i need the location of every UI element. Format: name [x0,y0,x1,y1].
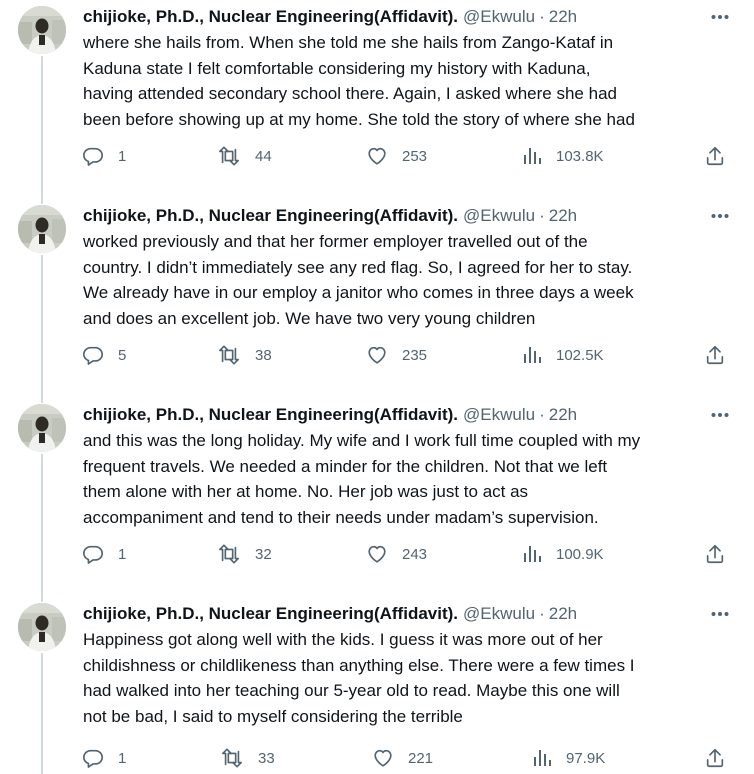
avatar[interactable] [18,404,66,452]
share-icon [704,145,726,167]
reply-button[interactable] [82,144,126,168]
tweet-text-line: and does an excellent job. We have two very young children [83,308,536,328]
thread-connector [41,199,43,204]
retweet-icon [217,145,241,167]
like-count: 221 [408,749,434,767]
share-button[interactable] [704,542,726,566]
like-button[interactable] [372,746,433,770]
tweet-text [83,229,743,331]
tweet-text-line: them alone with her at home. No. Her job was just to act as [83,482,529,501]
reply-icon [82,145,104,167]
retweet-button[interactable] [217,343,272,367]
action-bar [0,746,754,770]
like-icon [372,747,394,769]
tweet[interactable] [0,398,754,597]
retweet-icon [220,747,244,769]
retweet-button[interactable] [217,542,272,566]
author-handle[interactable]: @Ekwulu [463,206,536,225]
views-icon [522,544,542,564]
author-name[interactable]: chijioke, Ph.D., Nuclear Engineering(Affidavit). [83,7,459,26]
like-count: 253 [402,147,428,165]
author-name[interactable]: chijioke, Ph.D., Nuclear Engineering(Affidavit). [83,206,459,225]
like-button[interactable] [366,343,427,367]
retweet-icon [217,543,241,565]
views-button[interactable] [532,746,605,770]
like-icon [366,344,388,366]
tweet-text-line: not be bad, I said to myself considering the terrible [83,706,463,726]
tweet-text-line: having attended secondary school there. Again, I asked where she had [83,84,617,103]
thread-connector [41,255,43,398]
like-icon [366,543,388,565]
views-button[interactable] [522,343,604,367]
share-button[interactable] [704,746,726,770]
reply-icon [82,747,104,769]
retweet-count: 38 [255,346,272,364]
timestamp[interactable]: 22h [548,604,578,623]
tweet[interactable] [0,597,754,774]
tweet-text-line: worked previously and that her former employer travelled out of the [83,232,588,251]
share-icon [704,543,726,565]
views-count: 103.8K [556,147,604,165]
avatar[interactable] [18,205,66,253]
share-icon [704,344,726,366]
like-icon [366,145,388,167]
more-icon[interactable] [708,8,732,26]
share-icon [704,747,726,769]
tweet-text-line: Kaduna state I felt comfortable considering my history with Kaduna, [83,58,591,78]
timestamp[interactable]: 22h [548,7,578,26]
views-icon [532,748,552,768]
tweet-text [83,428,743,530]
tweet-text-line: Happiness got along well with the kids. I guess it was more out of her [83,630,603,649]
avatar[interactable] [18,603,66,651]
action-bar [0,343,754,367]
tweet-header [83,403,577,427]
reply-count: 5 [118,346,127,364]
thread-connector [41,56,43,199]
reply-count: 1 [118,147,127,165]
like-count: 235 [402,346,428,364]
like-button[interactable] [366,542,427,566]
retweet-icon [217,344,241,366]
thread-connector [41,454,43,597]
views-icon [522,146,542,166]
tweet-text-line: frequent travels. We needed a minder for the children. Not that we left [83,456,608,476]
retweet-button[interactable] [220,746,275,770]
views-count: 100.9K [556,545,604,563]
tweet-text-line: accompaniment and tend to their needs under madam’s supervision. [83,507,599,527]
thread-connector [41,597,43,602]
thread-connector [41,398,43,403]
tweet-text-line: where she hails from. When she told me she hails from Zango-Kataf in [83,33,614,52]
views-count: 97.9K [566,749,606,767]
retweet-count: 32 [255,545,272,563]
tweet-text-line: been before showing up at my home. She told the story of where she had [83,109,635,129]
author-handle[interactable]: @Ekwulu [463,604,536,623]
separator-dot: · [539,405,545,424]
action-bar [0,144,754,168]
author-handle[interactable]: @Ekwulu [463,7,536,26]
reply-button[interactable] [82,343,126,367]
action-bar [0,542,754,566]
retweet-count: 44 [255,147,272,165]
reply-count: 1 [118,545,127,563]
tweet-text-line: country. I didn’t immediately see any red flag. So, I agreed for her to stay. [83,257,633,277]
tweet-header [83,602,577,626]
views-icon [522,345,542,365]
timestamp[interactable]: 22h [548,405,578,424]
views-count: 102.5K [556,346,604,364]
reply-icon [82,543,104,565]
like-button[interactable] [366,144,427,168]
reply-icon [82,344,104,366]
views-button[interactable] [522,144,604,168]
avatar[interactable] [18,6,66,54]
reply-button[interactable] [82,746,126,770]
retweet-button[interactable] [217,144,272,168]
more-icon[interactable] [708,406,732,424]
tweet[interactable] [0,0,754,199]
separator-dot: · [539,7,545,26]
separator-dot: · [539,604,545,623]
tweet-text-line: childishness or childlikeness than anything else. There were a few times I [83,655,635,675]
author-handle[interactable]: @Ekwulu [463,405,536,424]
tweet-header [83,5,577,29]
tweet-text-line: We already have in our employ a janitor who comes in three days a week [83,283,634,302]
author-name[interactable]: chijioke, Ph.D., Nuclear Engineering(Affidavit). [83,604,459,623]
tweet-text-line: and this was the long holiday. My wife and I work full time coupled with my [83,431,641,450]
tweet-text [83,627,743,729]
tweet[interactable] [0,199,754,398]
reply-count: 1 [118,749,127,767]
share-button[interactable] [704,144,726,168]
tweet-text [83,30,743,132]
tweet-header [83,204,577,228]
share-button[interactable] [704,343,726,367]
separator-dot: · [539,206,545,225]
more-icon[interactable] [708,207,732,225]
retweet-count: 33 [258,749,275,767]
author-name[interactable]: chijioke, Ph.D., Nuclear Engineering(Affidavit). [83,405,459,424]
like-count: 243 [402,545,428,563]
tweet-text-line: had walked into her teaching our 5-year old to read. Maybe this one will [83,681,620,700]
more-icon[interactable] [708,605,732,623]
reply-button[interactable] [82,542,126,566]
views-button[interactable] [522,542,604,566]
timestamp[interactable]: 22h [548,206,578,225]
